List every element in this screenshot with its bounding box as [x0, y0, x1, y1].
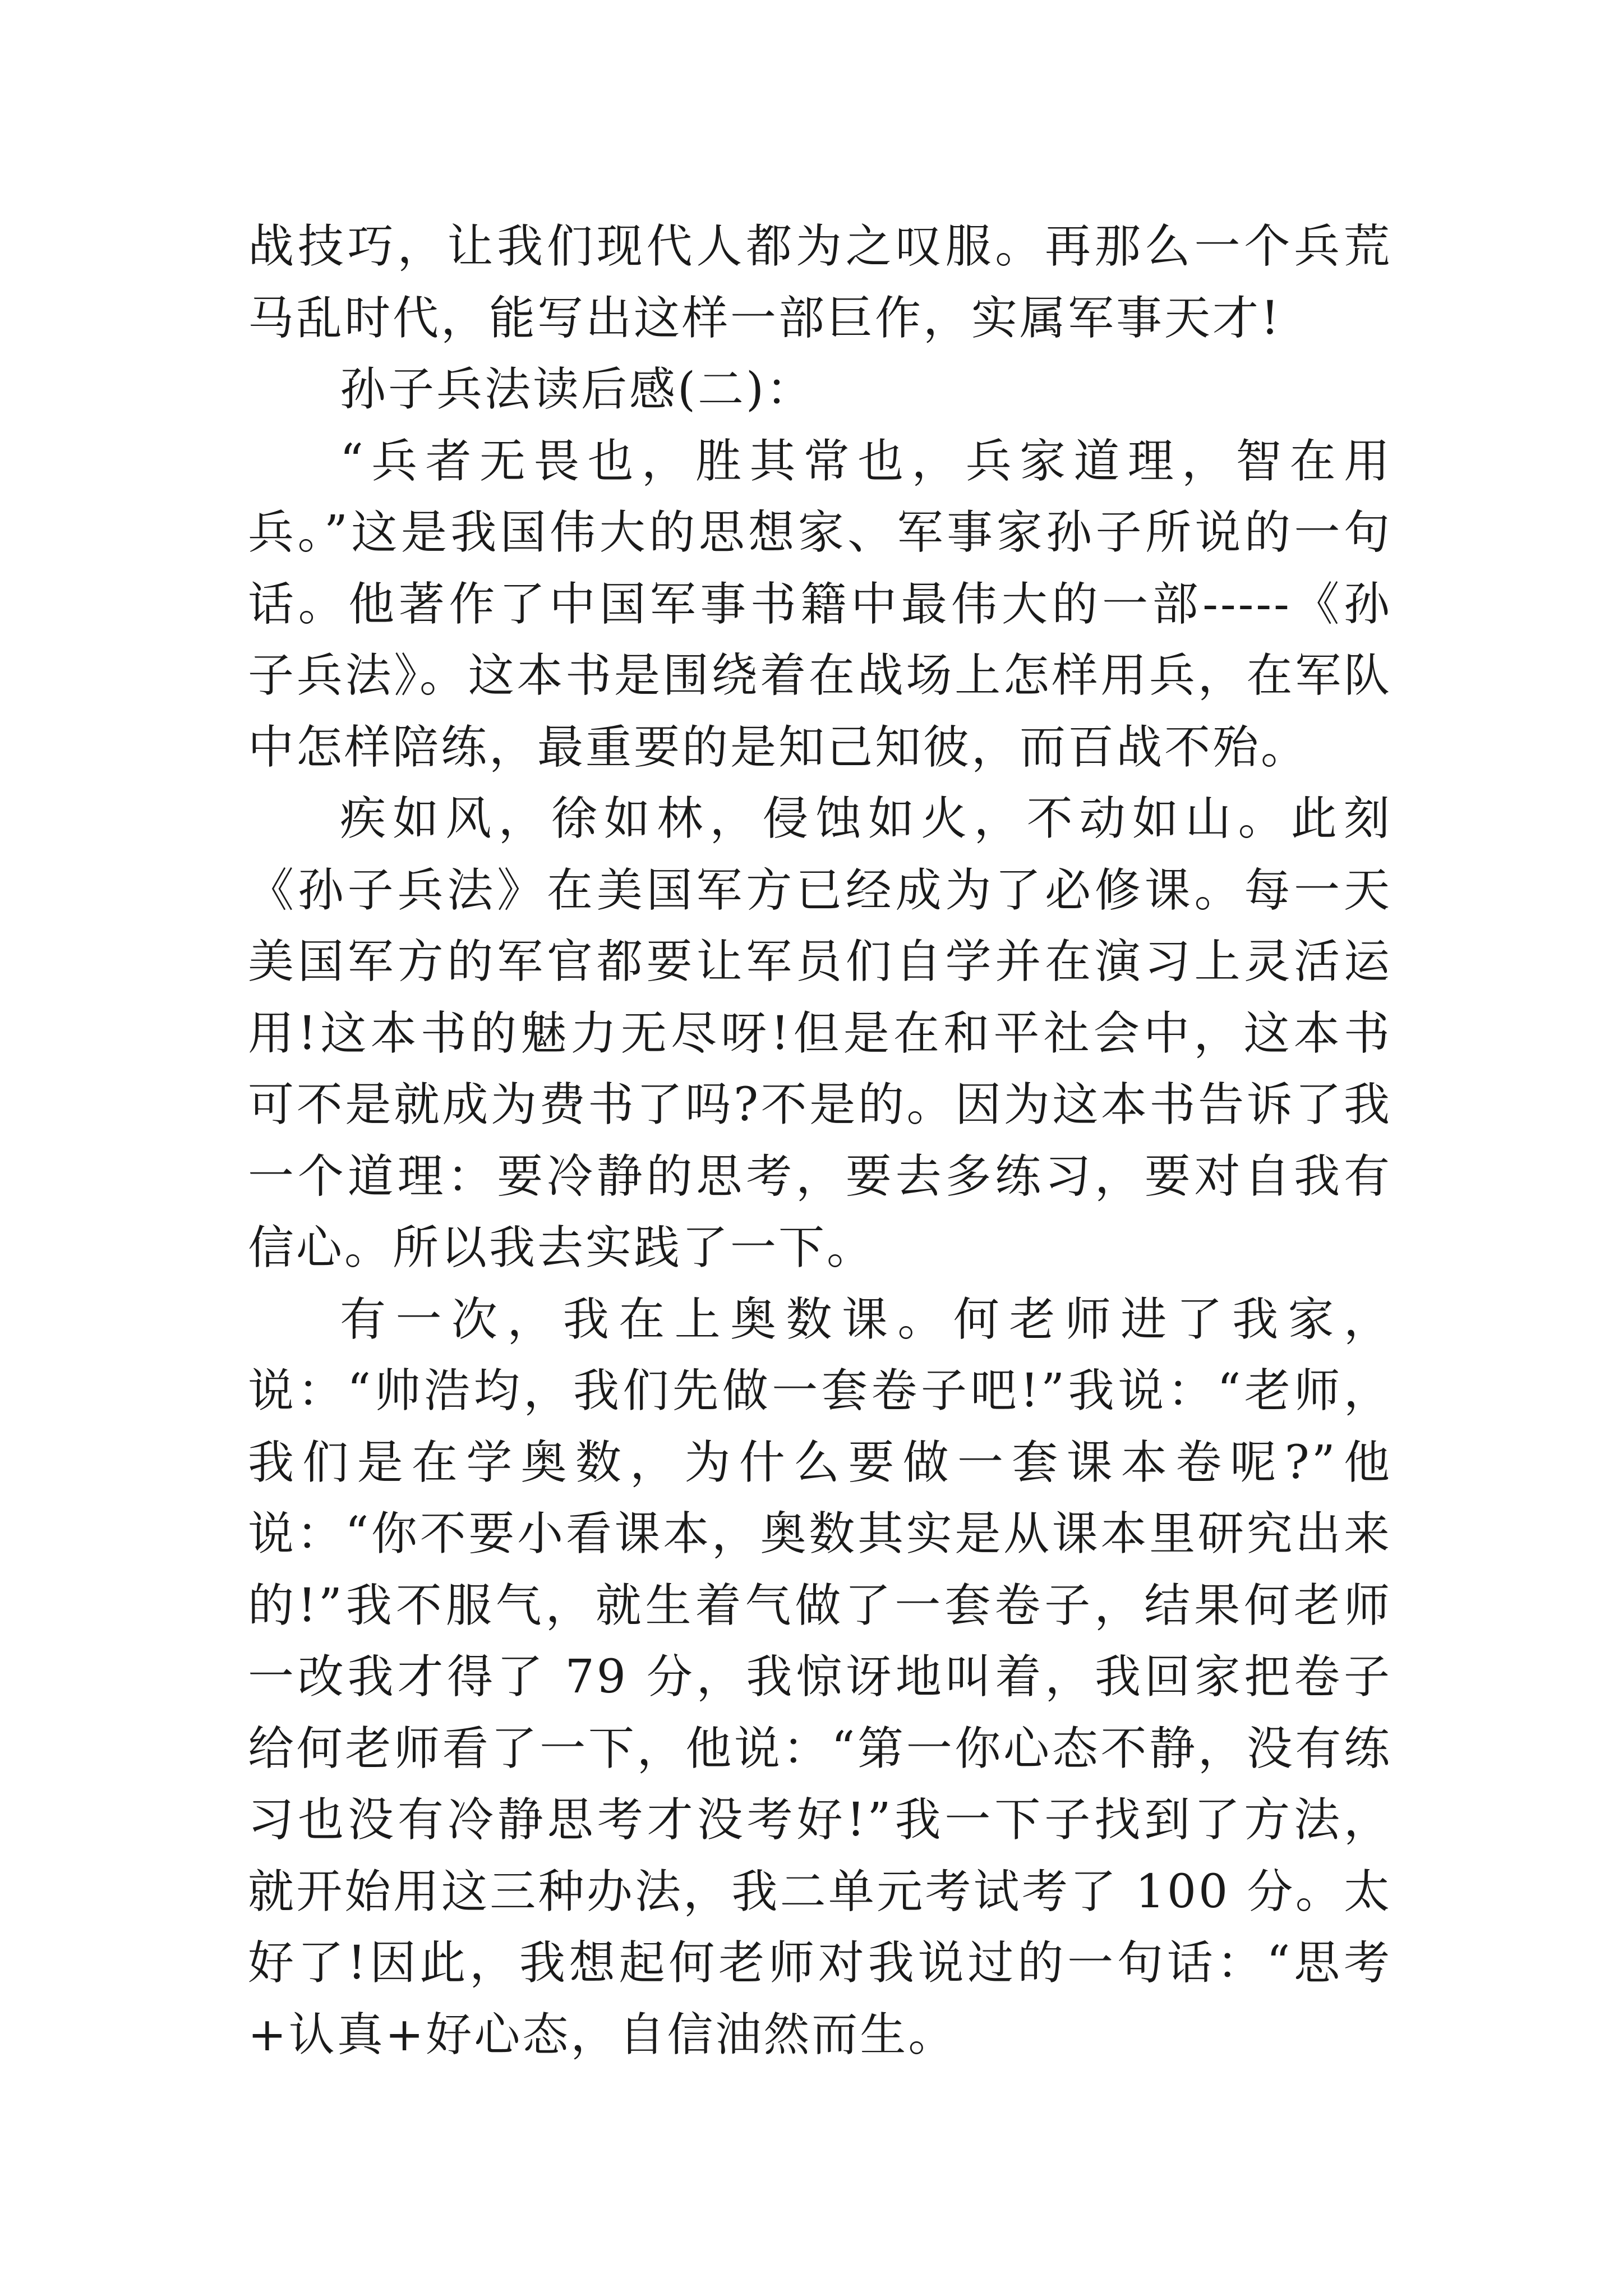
paragraph-quote: “兵者无畏也，胜其常也，兵家道理，智在用兵。”这是我国伟大的思想家、军事家孙子所说的一句话。他著作了中国军事书籍中最伟大的一部-----《孙子兵法》。这本书是围绕着在战场上怎样用兵，在军队中怎样陪练，最重要的是知己知彼，而百战不殆。	[248, 434, 1392, 774]
paragraph-story: 有一次，我在上奥数课。何老师进了我家，说：“帅浩均，我们先做一套卷子吧!”我说：“老师，我们是在学奥数，为什么要做一套课本卷呢?”他说：“你不要小看课本，奥数其实是从课本里研究出来的!”我不服气，就生着气做了一套卷子，结果何老师一改我才得了 79 分，我惊讶地叫着，我回家把卷子给何老师看了一下，他说：“第一你心态不静，没有练习也没有冷静思考才没考好!”我一下子找到了方法，就开始用这三种办法，我二单元考试考了 100 分。太好了!因此，我想起何老师对我说过的一句话：“思考+认真+好心态，自信油然而生。	[248, 1292, 1392, 2062]
paragraph-continuation: 战技巧，让我们现代人都为之叹服。再那么一个兵荒马乱时代，能写出这样一部巨作，实属军事天才!	[248, 220, 1392, 345]
document-body	[248, 211, 1392, 2070]
section-heading: 孙子兵法读后感(二)：	[340, 363, 814, 416]
paragraph-reflection: 疾如风，徐如林，侵蚀如火，不动如山。此刻《孙子兵法》在美国军方已经成为了必修课。每一天美国军方的军官都要让军员们自学并在演习上灵活运用!这本书的魅力无尽呀!但是在和平社会中，这本书可不是就成为费书了吗?不是的。因为这本书告诉了我一个道理：要冷静的思考，要去多练习，要对自我有信心。所以我去实践了一下。	[248, 792, 1392, 1274]
